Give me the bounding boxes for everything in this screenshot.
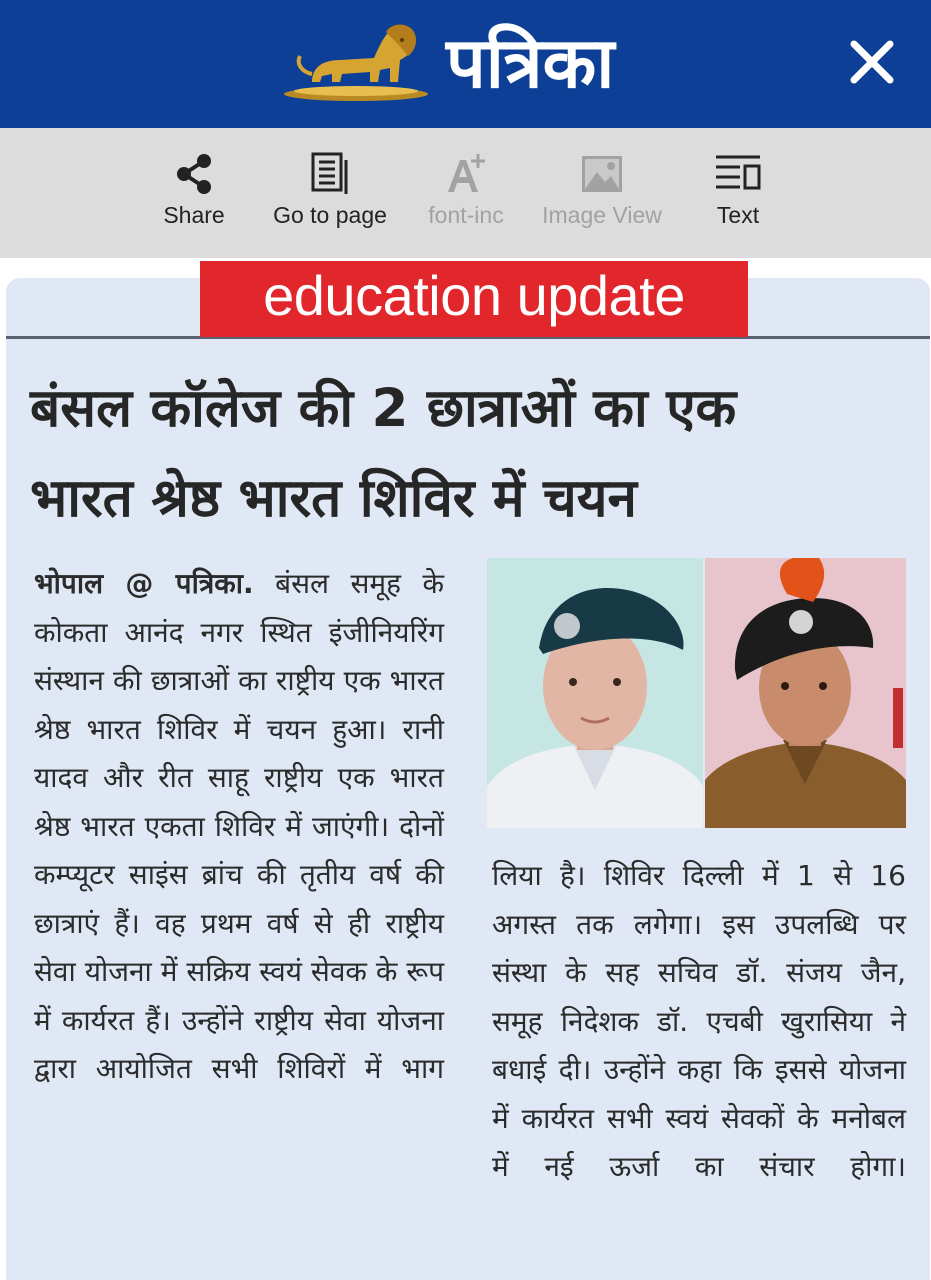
page-icon	[310, 152, 350, 196]
brand-logo-text: पत्रिका	[446, 22, 615, 104]
share-icon	[174, 152, 214, 196]
share-label: Share	[163, 202, 225, 228]
share-button[interactable]	[150, 152, 238, 229]
text-view-button[interactable]	[704, 152, 772, 229]
image-view-label: Image View	[542, 202, 662, 228]
go-to-page-label: Go to page	[273, 202, 387, 228]
headline-line-2: भारत श्रेष्ठ भारत शिविर में चयन	[30, 468, 637, 529]
image-icon	[580, 152, 624, 196]
close-icon	[854, 44, 890, 80]
font-increase-button[interactable]	[418, 152, 514, 229]
article-headline	[30, 364, 910, 544]
font-increase-icon	[444, 152, 488, 196]
app-header	[0, 0, 931, 128]
student-photo-2	[705, 558, 906, 828]
article-body-right	[492, 852, 906, 1192]
text-view-icon	[714, 152, 762, 196]
newspaper-clipping	[0, 258, 931, 1280]
student-photo-1	[487, 558, 703, 828]
body-right-text: लिया है। शिविर दिल्ली में 1 से 16 अगस्त तक लगेगा। इस उपलब्धि पर संस्था के सह सचिव डॉ. संजय जैन, समूह निदेशक डॉ. एचबी खुरासिया ने बधाई दी। उन्होंने कहा कि इससे योजना में कार्यरत सभी स्वयं सेवकों के मनोबल में नई ऊर्जा का संचार होगा।	[492, 859, 906, 1183]
section-banner: education update	[200, 261, 748, 337]
font-inc-label: font-inc	[428, 202, 504, 228]
article-body-left	[34, 560, 444, 1094]
dateline: भोपाल @ पत्रिका.	[34, 567, 254, 600]
image-view-button[interactable]	[532, 152, 672, 229]
lion-logo-icon	[282, 18, 430, 104]
close-button[interactable]	[844, 38, 900, 88]
go-to-page-button[interactable]	[262, 152, 398, 229]
headline-line-1: बंसल कॉलेज की 2 छात्राओं का एक	[30, 378, 737, 439]
body-left-text: बंसल समूह के कोकता आनंद नगर स्थित इंजीनियरिंग संस्थान की छात्राओं का राष्ट्रीय एक भारत श्रेष्ठ भारत शिविर में चयन हुआ। रानी यादव और रीत साहू राष्ट्रीय एक भारत श्रेष्ठ भारत एकता शिविर में जाएंगी। दोनों कम्प्यूटर साइंस ब्रांच की तृतीय वर्ष की छात्राएं हैं। वह प्रथम वर्ष से ही राष्ट्रीय सेवा योजना में सक्रिय स्वयं सेवक के रूप में कार्यरत हैं। उन्होंने राष्ट्रीय सेवा योजना द्वारा आयोजित सभी शिविरों में भाग	[34, 567, 444, 1085]
reader-toolbar	[0, 128, 931, 258]
text-view-label: Text	[716, 202, 760, 228]
